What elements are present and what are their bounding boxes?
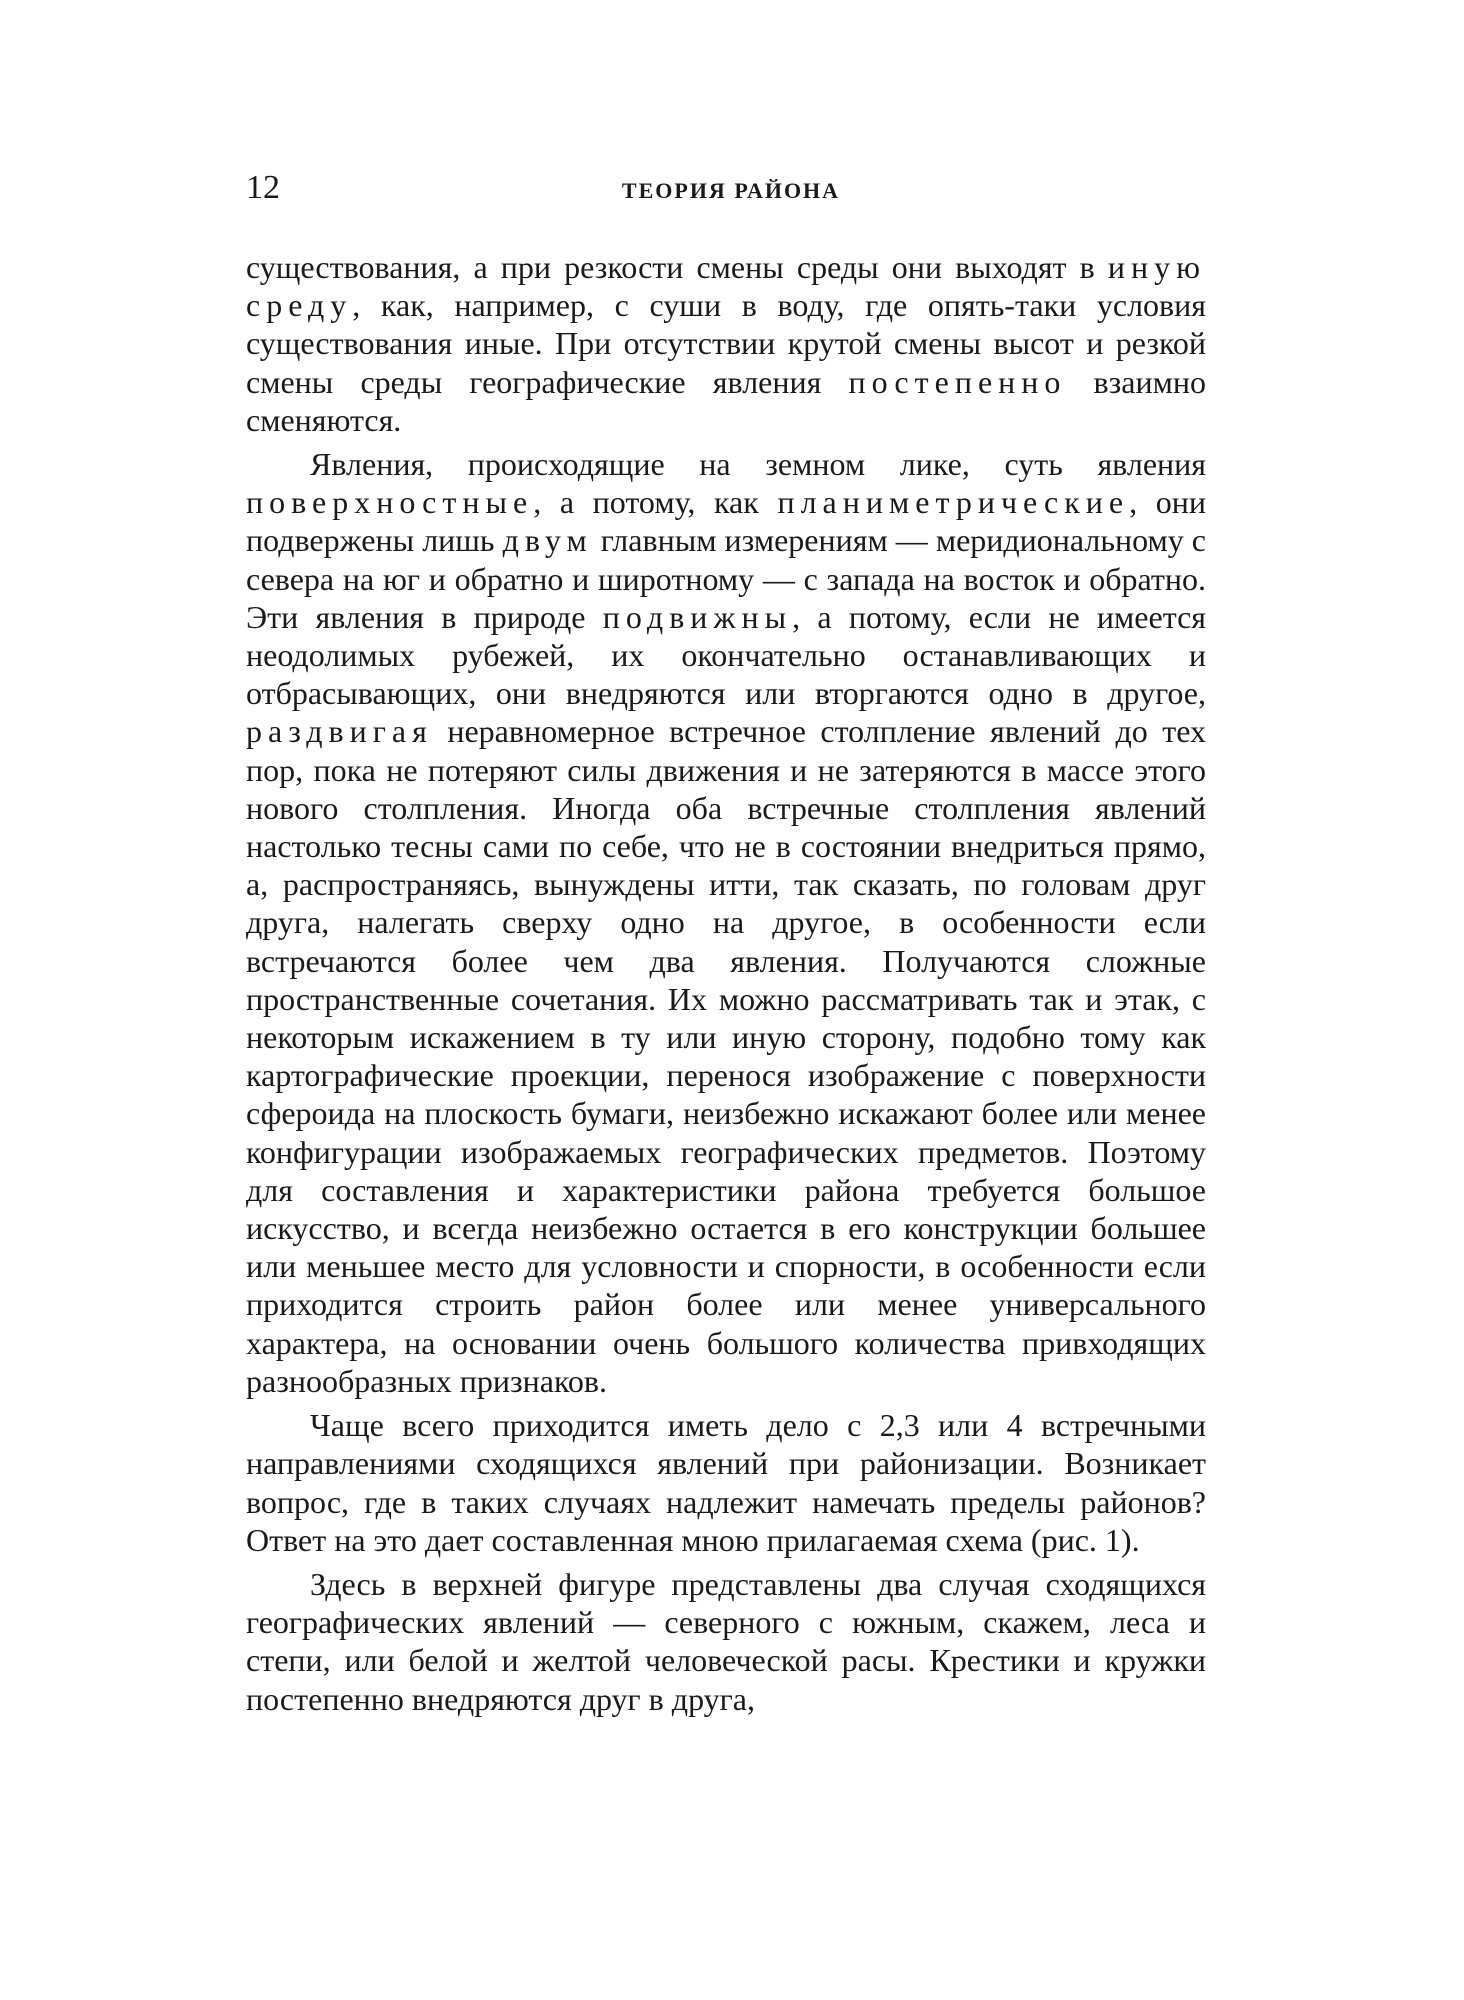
text-run: Чаще всего приходится иметь дело с 2,3 или 4 встречными направлениями сходящихся явлений при районизации. Возникает вопрос, где в таких случаях надлежит намечать пределы районов? Ответ на это дает составленная мною прилагаемая схема (рис. 1).: [246, 1407, 1206, 1558]
paragraph-1: [246, 248, 1206, 439]
text-run: , как, например, с суши в воду, где опять-таки условия существования иные. При отсутствии крутой смены высот и резкой смены среды географические явления: [246, 287, 1206, 400]
text-run: Явления, происходящие на земном лике, суть явления: [310, 446, 1206, 483]
emphasis-run: подвижны: [602, 598, 793, 635]
emphasis-run: постепенно: [848, 363, 1067, 400]
text-run: , а потому, как: [533, 484, 778, 521]
emphasis-run: двум: [502, 522, 593, 559]
emphasis-run: иную среду: [246, 249, 1206, 324]
paragraph-3: [246, 1406, 1206, 1559]
running-head: [246, 168, 1206, 228]
text-run: , а потому, если не имеется неодолимых рубежей, их окончательно останавливающих и отбрасывающих, они внедряются или вторгаются одно в другое,: [246, 598, 1207, 712]
emphasis-run: раздвигая: [246, 713, 433, 750]
paragraph-4: [246, 1565, 1206, 1718]
text-run: , они подвержены лишь: [246, 484, 1207, 559]
paragraph-2: [246, 445, 1206, 1400]
text-run: Здесь в верхней фигуре представлены два случая сходящихся географических явлений — северного с южным, скажем, леса и степи, или белой и желтой человеческой расы. Крестики и кружки постепенно внедряются друг в друга,: [246, 1565, 1206, 1717]
text-run: существования, а при резкости смены среды они выходят в: [246, 249, 1108, 285]
body-text: [246, 248, 1206, 1724]
text-run: главным измерениям — меридиональному с севера на юг и обратно и широтному — с запада на восток и обратно. Эти явления в природе: [246, 522, 1207, 635]
page-number: 12: [246, 169, 280, 206]
emphasis-run: планиметрические: [777, 484, 1130, 521]
text-run: взаимно сменяются.: [246, 363, 1207, 438]
running-title: ТЕОРИЯ РАЙОНА: [621, 178, 841, 203]
emphasis-run: поверхностные: [246, 484, 534, 521]
text-run: неравномерное встречное столпление явлений до тех пор, пока не потеряют силы движения и не затеряются в массе этого нового столпления. Иногда оба встречные столпления явлений настолько тесны сами по себе, что не в состоянии внедриться прямо, а, распространяясь, вынуждены итти, так сказать, по головам друг друга, налегать сверху одно на другое, в особенности если встречаются более чем два явления. Получаются сложные пространственные сочетания. Их можно рассматривать так и этак, с некоторым искажением в ту или иную сторону, подобно тому как картографические проекции, перенося изображение с поверхности сфероида на плоскость бумаги, неизбежно искажают более или менее конфигурации изображаемых географических предметов. Поэтому для составления и характеристики района требуется большое искусство, и всегда неизбежно остается в его конструкции большее или меньшее место для условности и спорности, в особенности если приходится строить район более или менее универсального характера, на основании очень большого количества привходящих разнообразных признаков.: [246, 713, 1206, 1399]
